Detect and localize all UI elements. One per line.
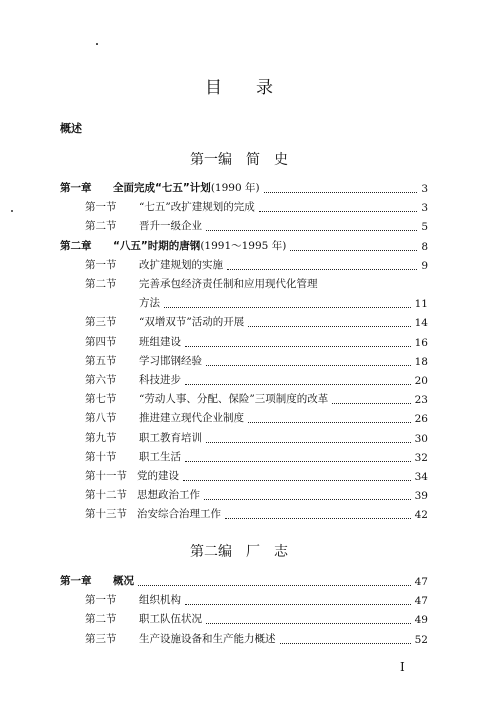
- toc-entry-number: 第十节: [85, 450, 117, 463]
- toc-entry-title: 学习邯钢经验: [139, 354, 202, 367]
- toc-section-entry: [85, 469, 428, 483]
- toc-page-number: 16: [414, 336, 428, 349]
- toc-section-entry: [85, 392, 428, 406]
- toc-page-number: 20: [414, 375, 428, 387]
- toc-entry-title: 职工队伍状况: [139, 613, 202, 626]
- toc-entry-number: 第四节: [85, 335, 117, 348]
- dot-leader: [259, 210, 418, 212]
- toc-entry-title: 治安综合治理工作: [137, 508, 221, 521]
- toc-section-entry: [85, 315, 428, 329]
- toc-section-entry: [85, 450, 428, 464]
- toc-section-entry: [85, 373, 428, 387]
- toc-section-entry: [85, 507, 428, 521]
- overview-heading: 概述: [60, 122, 82, 135]
- toc-entry-title: 推进建立现代企业制度: [139, 412, 244, 425]
- toc-entry-title: 思想政治工作: [137, 489, 200, 502]
- toc-page-number: 52: [414, 633, 428, 646]
- toc-entry-title: 生产设施设备和生产能力概述: [139, 632, 276, 645]
- toc-page-number: 42: [414, 509, 428, 522]
- toc-page-number: 34: [414, 471, 428, 483]
- dot-leader: [225, 517, 411, 519]
- dot-leader: [206, 622, 411, 624]
- dot-leader: [332, 402, 410, 404]
- page-title: 目 录: [205, 78, 273, 98]
- toc-entry-title: “七五”改扩建规划的完成: [139, 201, 255, 214]
- toc-entry-title: 完善承包经济责任制和应用现代化管理: [139, 278, 318, 290]
- toc-page-number: 30: [414, 432, 428, 445]
- toc-entry-number: 第二章: [60, 239, 92, 252]
- dot-leader: [164, 306, 411, 308]
- toc-page-number: 14: [414, 317, 428, 330]
- toc-entry-title: 概况: [113, 575, 134, 587]
- scan-speck: [96, 43, 98, 45]
- dot-leader: [185, 383, 411, 385]
- toc-page-number: 32: [414, 451, 428, 464]
- dot-leader: [227, 268, 417, 270]
- dot-leader: [290, 249, 417, 251]
- toc-page-number: 23: [414, 394, 428, 407]
- dot-leader: [248, 325, 410, 327]
- toc-entry-number: 第七节: [85, 393, 117, 406]
- toc-entry-title: 全面完成“七五”计划: [113, 182, 211, 194]
- toc-entry-number: 第八节: [85, 412, 117, 425]
- part-two-title: 第二编 厂 志: [190, 544, 288, 560]
- toc-entry-number: 第五节: [85, 354, 117, 367]
- page-number: I: [400, 660, 405, 674]
- toc-page-number: 3: [421, 202, 428, 215]
- toc-entry-number: 第二节: [85, 220, 117, 233]
- toc-entry-title: 晋升一级企业: [139, 220, 202, 233]
- toc-entry-number: 第一章: [60, 575, 92, 587]
- toc-section-entry: [85, 219, 428, 233]
- part-one-title: 第一编 简 史: [190, 152, 288, 168]
- toc-entry-title: 班组建设: [139, 335, 181, 348]
- toc-section-entry: [85, 411, 428, 425]
- toc-entry-title: “八五”时期的唐钢: [113, 239, 201, 252]
- toc-section-entry: [85, 612, 428, 626]
- toc-section-entry: [85, 431, 428, 445]
- toc-entry-number: 第九节: [85, 431, 117, 444]
- toc-entry-title: 职工生活: [139, 450, 181, 463]
- toc-page-number: 39: [414, 490, 428, 503]
- dot-leader: [204, 498, 411, 500]
- toc-page-number: 49: [414, 614, 428, 627]
- toc-page-number: 8: [421, 240, 428, 253]
- toc-chapter-entry: [60, 574, 428, 588]
- toc-chapter-entry: [60, 181, 428, 195]
- toc-entry-number: 第一章: [60, 182, 92, 194]
- toc-entry-number: 第二节: [85, 278, 117, 290]
- toc-entry-number: 第十一节: [85, 470, 127, 482]
- dot-leader: [280, 642, 411, 644]
- toc-entry-title: “双增双节”活动的开展: [139, 316, 245, 329]
- toc-page-number: 47: [414, 576, 428, 588]
- dot-leader: [185, 460, 411, 462]
- toc-section-entry: [85, 632, 428, 646]
- toc-page-number: 3: [421, 183, 428, 195]
- toc-chapter-entry: [60, 239, 428, 253]
- toc-entry-title: “劳动人事、分配、保险”三项制度的改革: [139, 393, 329, 406]
- toc-section-entry: [85, 258, 428, 272]
- toc-entry-number: 第二节: [85, 613, 117, 626]
- dot-leader: [264, 191, 418, 193]
- toc-entry-title: 职工教育培训: [139, 431, 202, 444]
- toc-page-number: 26: [414, 413, 428, 426]
- toc-entry-number: 第十二节: [85, 489, 127, 502]
- dot-leader: [206, 441, 411, 443]
- toc-section-entry: [85, 593, 428, 607]
- dot-leader: [185, 603, 411, 605]
- dot-leader: [185, 345, 411, 347]
- toc-entry-title: 改扩建规划的实施: [139, 258, 223, 271]
- toc-entry-number: 第六节: [85, 374, 117, 386]
- toc-entry-number: 第三节: [85, 316, 117, 329]
- toc-page-number: 47: [414, 595, 428, 608]
- toc-page-number: 18: [414, 355, 428, 368]
- toc-section-entry: [85, 277, 318, 291]
- toc-entry-title-continued: 方法: [139, 297, 160, 310]
- toc-entry-number: 第一节: [85, 594, 117, 607]
- toc-entry-number: 第一节: [85, 258, 117, 271]
- toc-entry-number: 第三节: [85, 632, 117, 645]
- dot-leader: [248, 421, 411, 423]
- dot-leader: [183, 479, 411, 481]
- toc-section-entry: [85, 200, 428, 214]
- toc-entry-years: (1990 年): [210, 182, 260, 194]
- toc-entry-number: 第十三节: [85, 508, 127, 521]
- toc-section-entry: [85, 335, 428, 349]
- toc-page-number: 5: [421, 221, 428, 234]
- dot-leader: [138, 584, 411, 586]
- toc-entry-number: 第一节: [85, 201, 117, 214]
- scan-speck: [11, 210, 13, 212]
- toc-page-number: 11: [414, 298, 428, 311]
- toc-page-number: 9: [421, 259, 428, 272]
- toc-entry-title: 科技进步: [139, 374, 181, 386]
- toc-entry-years: (1991～1995 年): [200, 239, 287, 252]
- toc-section-entry: [85, 354, 428, 368]
- toc-section-entry: [85, 488, 428, 502]
- dot-leader: [206, 229, 417, 231]
- toc-entry-title: 组织机构: [139, 594, 181, 607]
- toc-entry-title: 党的建设: [137, 470, 179, 482]
- dot-leader: [206, 364, 411, 366]
- toc-entry-continuation: [139, 296, 428, 310]
